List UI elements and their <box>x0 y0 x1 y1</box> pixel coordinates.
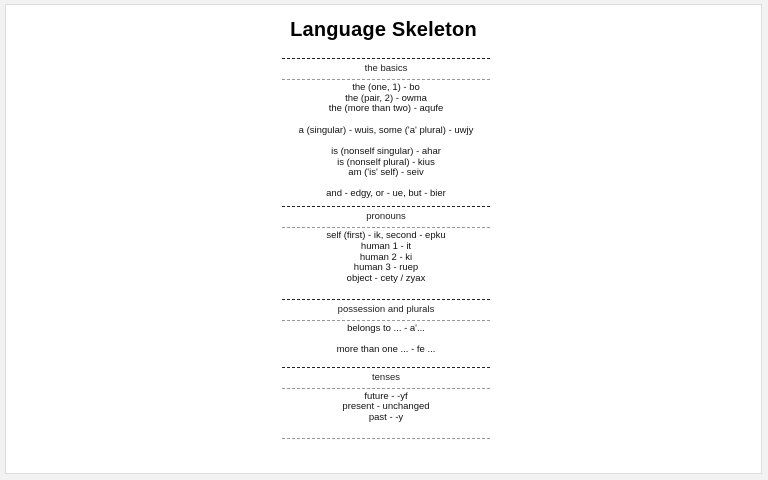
section-tenses <box>282 367 490 439</box>
section-header: pronouns <box>282 206 490 228</box>
entry-line: future - -yf <box>364 390 408 402</box>
document-page <box>5 4 762 474</box>
section-pronouns <box>282 206 490 299</box>
entry-group <box>282 147 490 179</box>
entry-line: human 1 - it <box>360 240 412 252</box>
entry-line: is (nonself plural) - kius <box>337 156 435 168</box>
entry-line: human 3 - ruep <box>353 262 419 274</box>
entry-group <box>282 231 490 285</box>
section-header: the basics <box>282 58 490 80</box>
entry-group <box>282 324 490 335</box>
entry-line: human 2 - ki <box>359 251 413 263</box>
entry-group <box>282 83 490 115</box>
section-entries <box>282 80 490 206</box>
entry-group <box>282 126 490 137</box>
section-entries <box>282 228 490 299</box>
entry-group <box>282 392 490 424</box>
vocabulary-column <box>282 58 490 439</box>
entry-line: object - cety / zyax <box>346 272 426 284</box>
entry-line: belongs to ... - a'... <box>347 322 425 334</box>
entry-line: present - unchanged <box>342 401 430 413</box>
entry-line: self (first) - ik, second - epku <box>326 230 446 242</box>
entry-line: is (nonself singular) - ahar <box>331 145 441 157</box>
section-the-basics <box>282 58 490 206</box>
section-divider <box>282 438 490 439</box>
entry-group <box>282 345 490 356</box>
entry-line: the (pair, 2) - owma <box>345 92 427 104</box>
entry-line: more than one ... - fe ... <box>336 343 436 355</box>
section-entries <box>282 321 490 367</box>
section-entries <box>282 389 490 438</box>
section-header: tenses <box>282 367 490 389</box>
entry-line: past - -y <box>368 411 404 423</box>
entry-line: a (singular) - wuis, some ('a' plural) - uwjy <box>298 124 474 136</box>
entry-group <box>282 189 490 200</box>
entry-line: the (more than two) - aqufe <box>328 103 444 115</box>
entry-line: am ('is' self) - seiv <box>348 167 424 179</box>
page-title: Language Skeleton <box>290 19 477 41</box>
section-possession-and-plurals <box>282 299 490 367</box>
entry-line: and - edgy, or - ue, but - bier <box>326 188 446 200</box>
entry-line: the (one, 1) - bo <box>352 82 420 93</box>
section-header: possession and plurals <box>282 299 490 321</box>
